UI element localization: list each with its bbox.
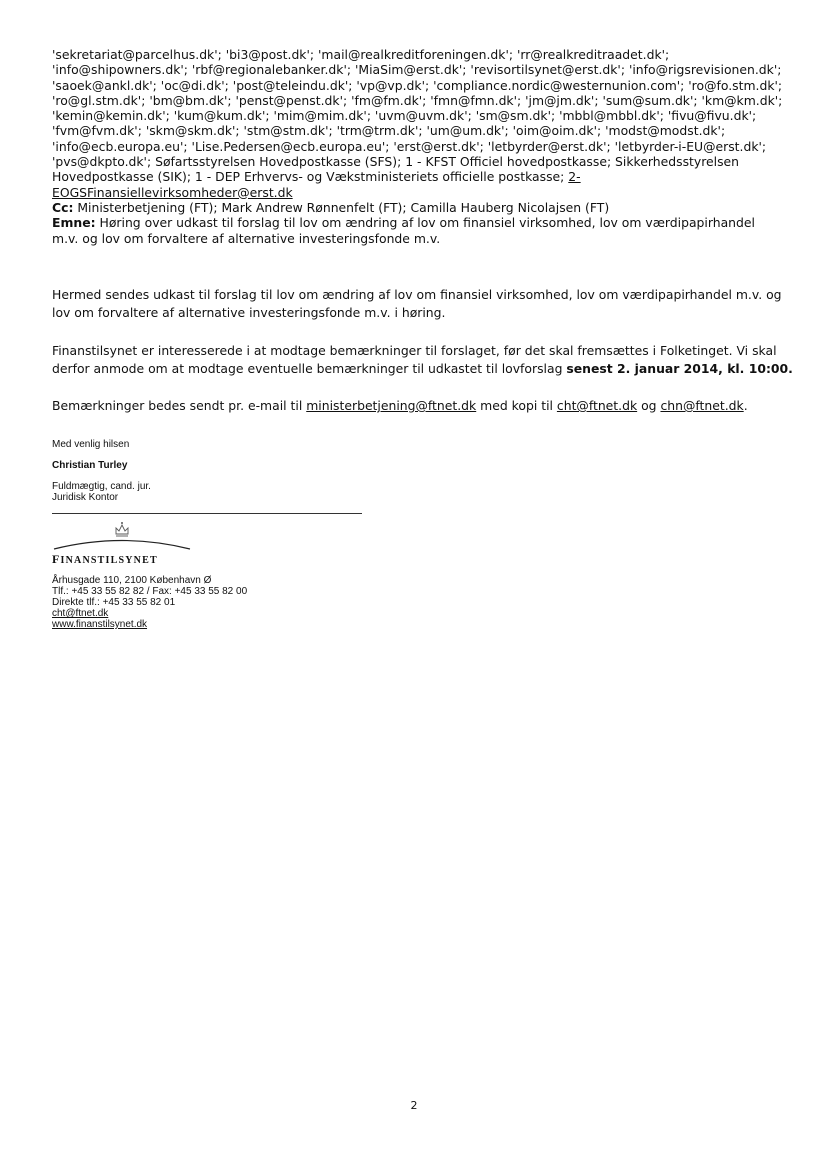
paragraph-line: Hermed sendes udkast til forslag til lov om ændring af lov om finansiel virksomhed, lov om værdipapirhandel m.v. og	[52, 287, 782, 302]
cc-line	[52, 200, 792, 215]
paragraph-line	[52, 360, 792, 378]
recipient-line: 'pvs@dkpto.dk'; Søfartsstyrelsen Hovedpostkasse (SFS); 1 - KFST Officiel hovedpostkasse; Sikkerhedsstyrelsen	[52, 154, 740, 170]
email-header	[52, 47, 792, 246]
subject-line	[52, 215, 792, 230]
cc-value: Ministerbetjening (FT); Mark Andrew Rønnenfelt (FT); Camilla Hauberg Nicolajsen (FT)	[77, 199, 610, 215]
recipient-line	[52, 185, 792, 200]
recipient-link-end[interactable]: EOGSFinansiellevirksomheder@erst.dk	[52, 184, 293, 200]
paragraph-line: lov om forvaltere af alternative investeringsfonde m.v. i høring.	[52, 304, 446, 320]
signature-name: Christian Turley	[52, 460, 128, 471]
recipient-line: 'info@shipowners.dk'; 'rbf@regionalebanker.dk'; 'MiaSim@erst.dk'; 'revisortilsynet@erst.dk'; 'info@rigsrevisionen.dk';	[52, 62, 782, 78]
subject-value: Høring over udkast til forslag til lov om ændring af lov om finansiel virksomhed, lov om værdipapirhandel	[99, 215, 755, 231]
paragraph-text: og	[637, 398, 661, 413]
logo-rest: INANSTILSYNET	[60, 555, 158, 566]
signature-greeting: Med venlig hilsen	[52, 439, 130, 450]
email-link-chn[interactable]: chn@ftnet.dk	[660, 398, 744, 413]
recipient-line: 'info@ecb.europa.eu'; 'Lise.Pedersen@ecb.europa.eu'; 'erst@erst.dk'; 'letbyrder@erst.dk'; 'letbyrder-i-EU@erst.dk';	[52, 138, 767, 154]
deadline-text: senest 2. januar 2014, kl. 10:00.	[566, 360, 793, 376]
contact-phone-fax: Tlf.: +45 33 55 82 82 / Fax: +45 33 55 82 00	[52, 586, 248, 597]
contact-address: Århusgade 110, 2100 København Ø	[52, 575, 212, 586]
body-paragraph-3	[52, 397, 792, 415]
recipient-line: 'sekretariat@parcelhus.dk'; 'bi3@post.dk'; 'mail@realkreditforeningen.dk'; 'rr@realkreditraadet.dk';	[52, 47, 670, 62]
cc-label: Cc:	[52, 199, 74, 215]
recipient-line	[52, 169, 792, 184]
paragraph-line	[52, 397, 792, 415]
paragraph-text: Bemærkninger bedes sendt pr. e-mail til	[52, 398, 307, 413]
paragraph-text: med kopi til	[476, 398, 557, 413]
signature-department: Juridisk Kontor	[52, 492, 119, 503]
body-paragraph-1	[52, 286, 792, 321]
signature-title: Fuldmægtig, cand. jur.	[52, 481, 151, 492]
paragraph-text: derfor anmode om at modtage eventuelle bemærkninger til udkastet til lovforslag	[52, 360, 567, 376]
recipient-line: 'ro@gl.stm.dk'; 'bm@bm.dk'; 'penst@penst.dk'; 'fm@fm.dk'; 'fmn@fmn.dk'; 'jm@jm.dk'; 'sum@sum.dk'; 'km@km.dk';	[52, 92, 783, 108]
page-number: 2	[410, 1099, 418, 1112]
recipient-line: 'fvm@fvm.dk'; 'skm@skm.dk'; 'stm@stm.dk'; 'trm@trm.dk'; 'um@um.dk'; 'oim@oim.dk'; 'modst@modst.dk';	[52, 123, 726, 139]
logo-wordmark	[52, 552, 158, 567]
subject-line-2: m.v. og lov om forvaltere af alternative investeringsfonde m.v.	[52, 230, 441, 246]
signature-divider	[52, 513, 362, 514]
subject-label: Emne:	[52, 215, 96, 231]
recipient-line: 'kemin@kemin.dk'; 'kum@kum.dk'; 'mim@mim.dk'; 'uvm@uvm.dk'; 'sm@sm.dk'; 'mbbl@mbbl.dk'; 'fivu@fivu.dk';	[52, 108, 757, 124]
paragraph-line: Finanstilsynet er interesserede i at modtage bemærkninger til forslaget, før det skal fremsættes i Folketinget. Vi skal	[52, 343, 777, 358]
email-link-cht[interactable]: cht@ftnet.dk	[556, 398, 638, 413]
body-paragraph-2	[52, 342, 792, 377]
recipient-link-start[interactable]: 2-	[568, 169, 581, 185]
paragraph-text: .	[743, 398, 748, 413]
contact-email-link[interactable]: cht@ftnet.dk	[52, 608, 109, 619]
recipient-text: Hovedpostkasse (SIK); 1 - DEP Erhvervs- og Vækstministeriets officielle postkasse;	[52, 169, 565, 185]
logo-arc	[54, 541, 190, 550]
logo-initial: F	[52, 552, 61, 566]
crown-icon	[116, 522, 128, 536]
email-link-ministerbetjening[interactable]: ministerbetjening@ftnet.dk	[306, 398, 477, 413]
contact-direct-phone: Direkte tlf.: +45 33 55 82 01	[52, 597, 176, 608]
recipient-line: 'saoek@ankl.dk'; 'oc@di.dk'; 'post@teleindu.dk'; 'vp@vp.dk'; 'compliance.nordic@westernunion.com'; 'ro@fo.stm.dk';	[52, 77, 783, 93]
contact-website-link[interactable]: www.finanstilsynet.dk	[52, 619, 148, 630]
